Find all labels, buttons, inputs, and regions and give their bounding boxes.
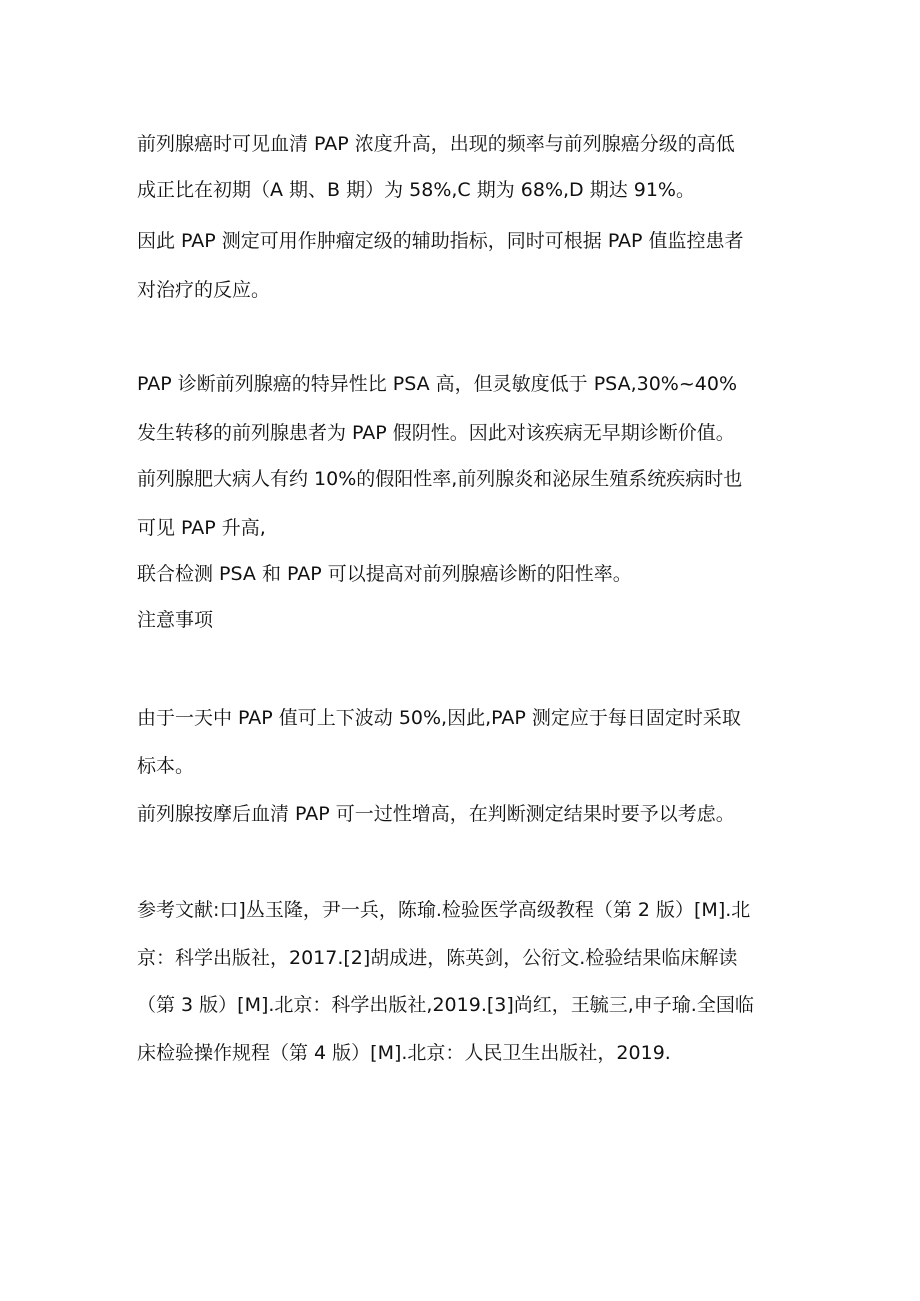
paragraph-line: 前列腺按摩后血清 PAP 可一过性增高，在判断测定结果时要予以考虑。 [137, 803, 735, 825]
paragraph-line: 对治疗的反应。 [137, 279, 271, 301]
reference-line: 京：科学出版社，2017.[2]胡成进，陈英剑，公衍文.检验结果临床解读 [137, 947, 738, 969]
paragraph-line: PAP 诊断前列腺癌的特异性比 PSA 高，但灵敏度低于 PSA,30%~40% [137, 373, 738, 395]
section-heading: 注意事项 [137, 609, 214, 631]
paragraph-line: 前列腺肥大病人有约 10%的假阳性率,前列腺炎和泌尿生殖系统疾病时也 [137, 468, 743, 490]
reference-line: 参考文献:口]丛玉隆，尹一兵，陈瑜.检验医学高级教程（第 2 版）[M].北 [137, 899, 751, 921]
paragraph-line: 发生转移的前列腺患者为 PAP 假阴性。因此对该疾病无早期诊断价值。 [137, 422, 735, 444]
reference-line: 床检验操作规程（第 4 版）[M].北京：人民卫生出版社，2019. [137, 1042, 671, 1064]
reference-line: （第 3 版）[M].北京：科学出版社,2019.[3]尚红，王毓三,申子瑜.全国临 [137, 994, 754, 1016]
paragraph-line: 因此 PAP 测定可用作肿瘤定级的辅助指标，同时可根据 PAP 值监控患者 [137, 230, 744, 252]
paragraph-line: 标本。 [137, 755, 195, 777]
paragraph-line: 成正比在初期（A 期、B 期）为 58%,C 期为 68%,D 期达 91%。 [137, 179, 695, 201]
paragraph-line: 联合检测 PSA 和 PAP 可以提高对前列腺癌诊断的阳性率。 [137, 563, 632, 585]
paragraph-line: 前列腺癌时可见血清 PAP 浓度升高，出现的频率与前列腺癌分级的高低 [137, 133, 735, 155]
paragraph-line: 可见 PAP 升高, [137, 517, 266, 539]
paragraph-line: 由于一天中 PAP 值可上下波动 50%,因此,PAP 测定应于每日固定时采取 [137, 707, 741, 729]
